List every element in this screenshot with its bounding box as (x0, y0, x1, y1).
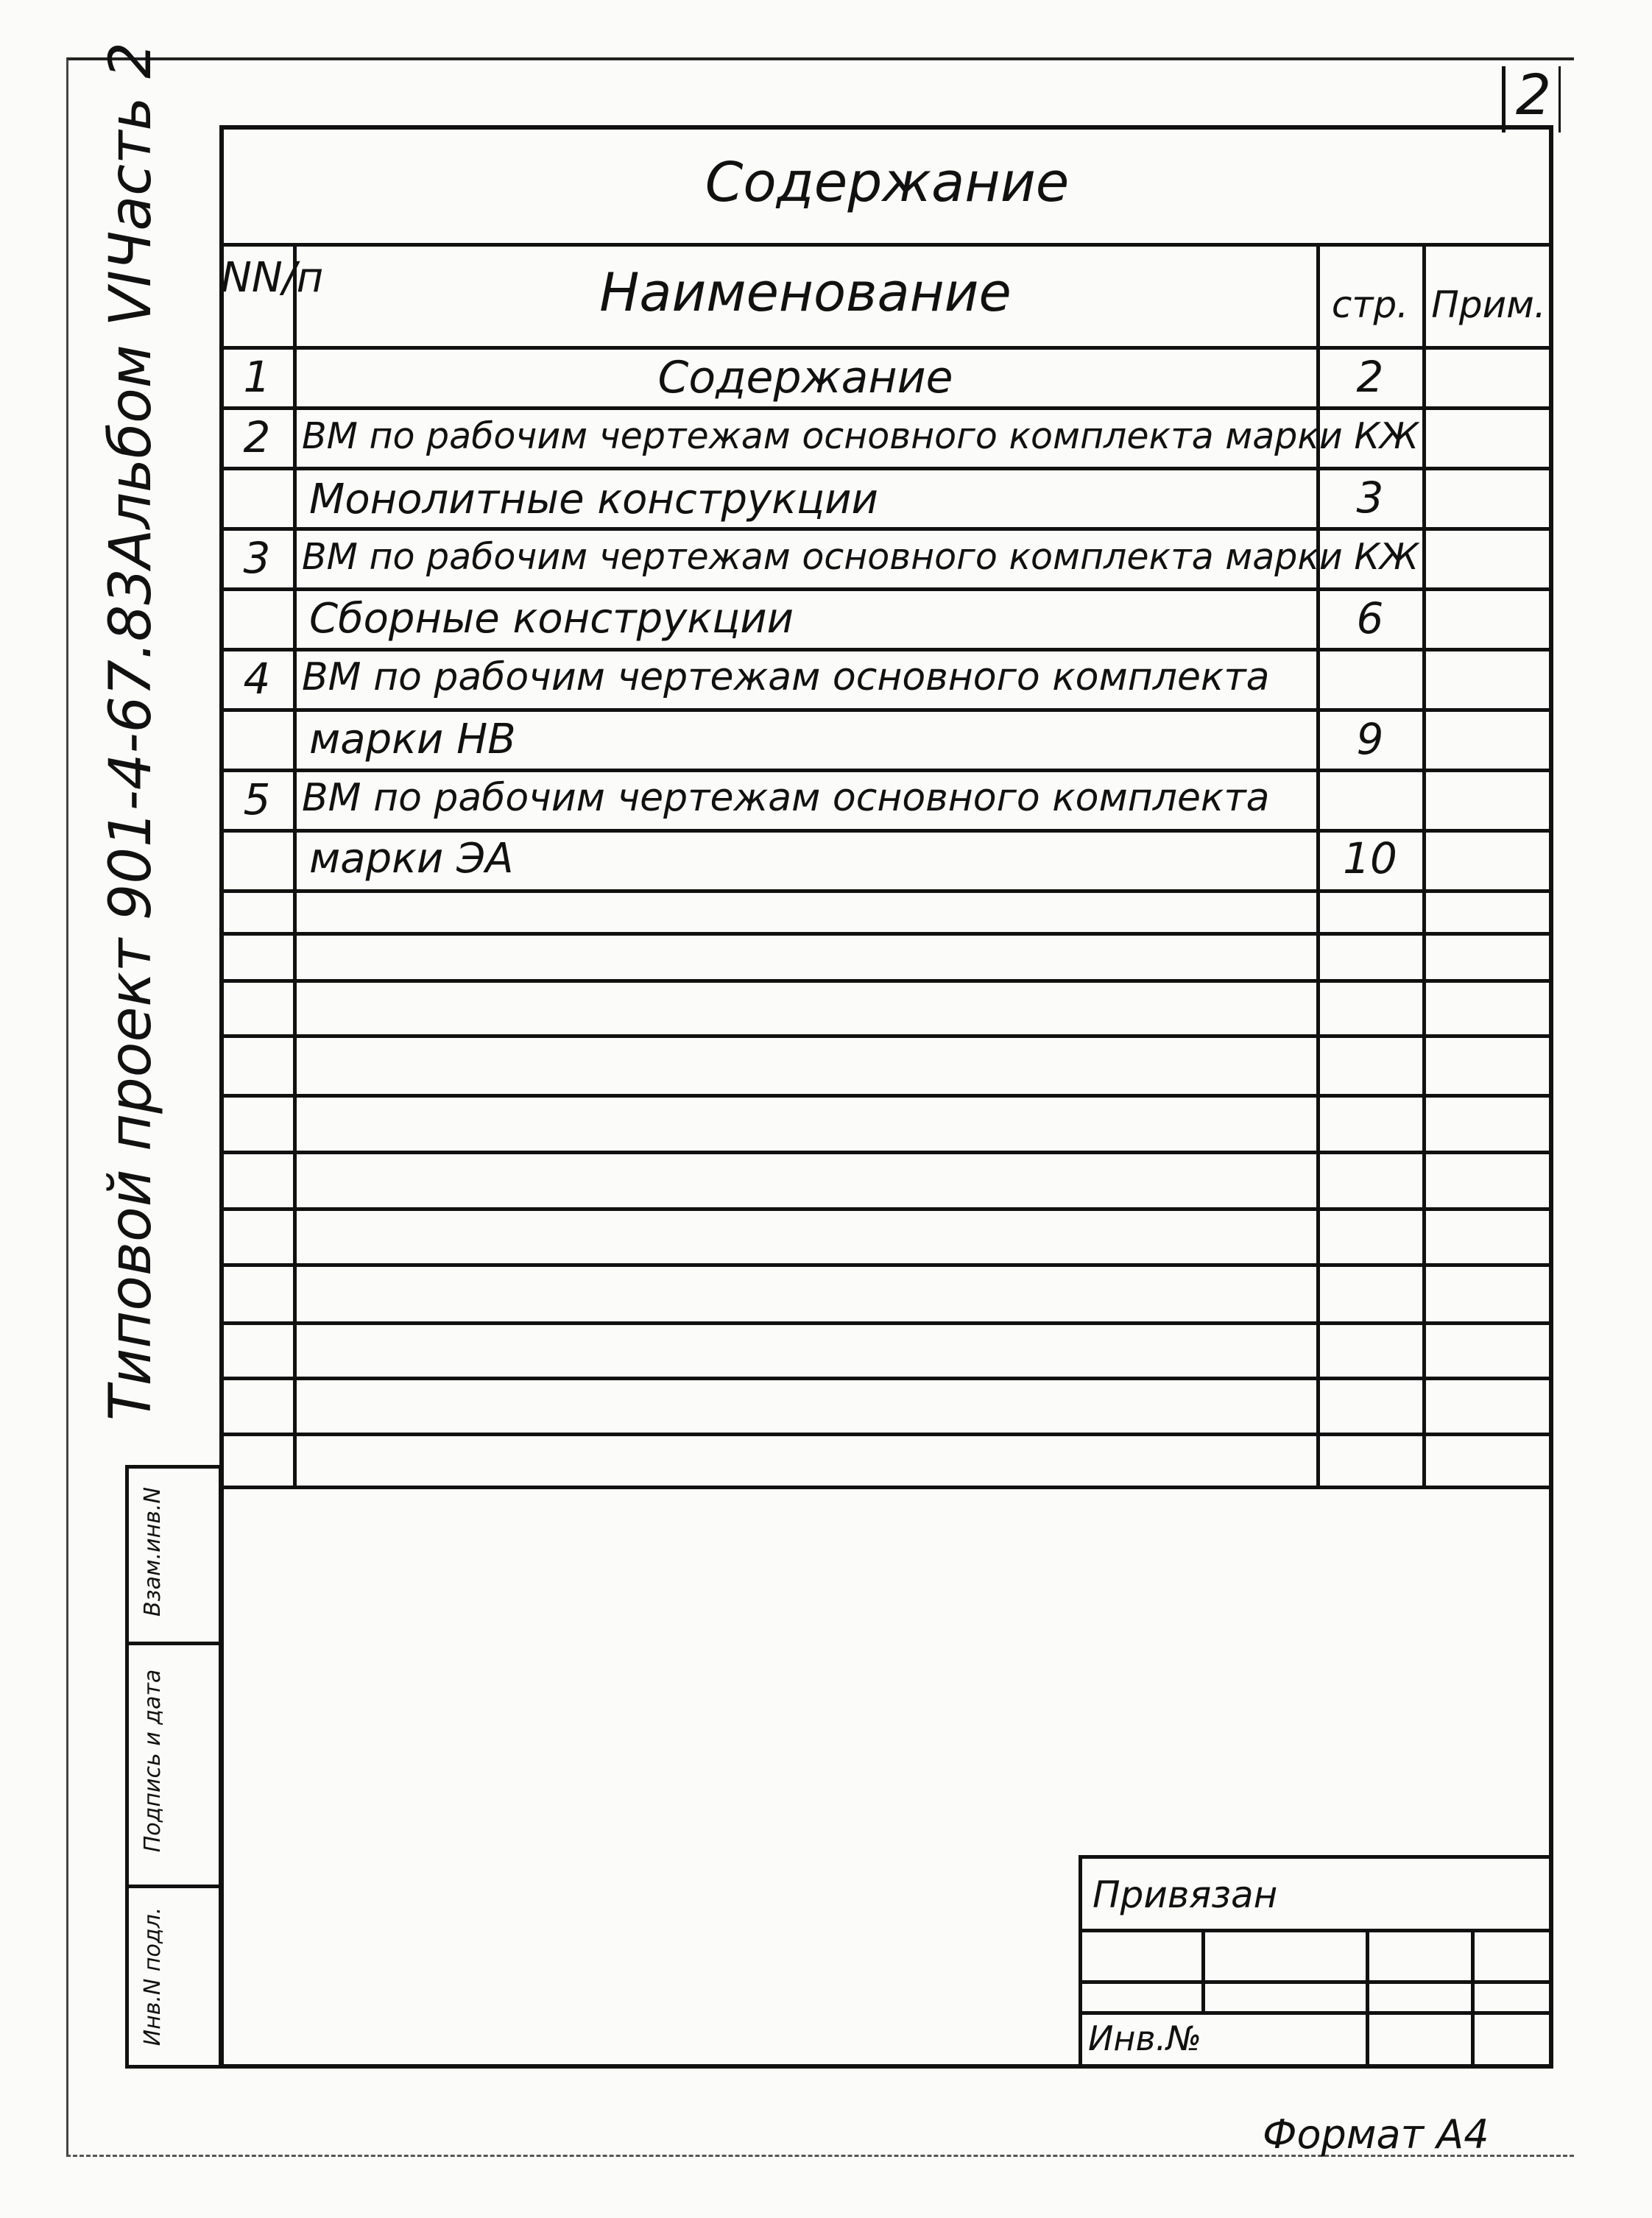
row-line (221, 932, 1553, 936)
row-line (221, 769, 1553, 772)
binding-col-line (1471, 1929, 1475, 2069)
binding-col-line (1201, 1929, 1205, 2013)
row-line (221, 406, 1553, 410)
part-label: Часть 2 (98, 42, 164, 271)
side-title (87, 42, 175, 1421)
stamp-signature-date: Подпись и дата (140, 1669, 166, 1853)
row-line (221, 587, 1553, 591)
sheet-number: 2 (1515, 62, 1552, 127)
row-line (221, 889, 1553, 893)
row-3-page: 6 (1356, 593, 1384, 643)
row-line (221, 1433, 1553, 1436)
row-4-name: ВМ по рабочим чертежам основного комплекта (302, 655, 1270, 699)
binding-row-line (1079, 2011, 1553, 2015)
row-5-cont-name: марки ЭА (309, 835, 514, 883)
row-5-page: 10 (1343, 833, 1397, 883)
table-top-border (221, 243, 1553, 247)
row-2-num: 2 (243, 412, 271, 462)
row-2-cont-name: Монолитные конструкции (309, 476, 878, 523)
col-divider-page (1422, 243, 1426, 1487)
row-line (221, 1207, 1553, 1211)
header-bottom-border (221, 346, 1553, 350)
row-line (221, 1151, 1553, 1154)
row-line (221, 1034, 1553, 1038)
binding-label: Привязан (1092, 1873, 1278, 1916)
format-label: Формат А4 (1263, 2111, 1489, 2158)
document-title: Содержание (705, 151, 1070, 214)
header-page: стр. (1331, 283, 1409, 326)
row-3-name: ВМ по рабочим чертежам основного комплекта марки КЖ (302, 536, 1419, 578)
row-line (221, 1377, 1553, 1380)
row-line (221, 979, 1553, 983)
row-5-name: ВМ по рабочим чертежам основного комплекта (302, 776, 1270, 820)
row-line (221, 467, 1553, 470)
row-line (221, 648, 1553, 651)
stamp-inv-original: Инв.N подл. (140, 1907, 166, 2046)
row-4-num: 4 (243, 654, 271, 704)
header-num: NN/п (221, 254, 324, 302)
row-line (221, 1321, 1553, 1325)
row-4-page: 9 (1356, 714, 1384, 764)
row-line (221, 1094, 1553, 1098)
row-line (221, 708, 1553, 712)
row-5-num: 5 (243, 774, 271, 824)
row-1-name: Содержание (657, 352, 953, 403)
binding-row-line (1079, 1980, 1553, 1984)
row-2-page: 3 (1356, 473, 1384, 523)
row-3-cont-name: Сборные конструкции (309, 595, 794, 643)
row-line (221, 527, 1553, 531)
stamp-replaces-inv: Взам.инв.N (140, 1487, 166, 1617)
row-4-cont-name: марки НВ (309, 716, 516, 763)
header-name: Наименование (599, 261, 1012, 323)
inventory-number-label: Инв.№ (1088, 2019, 1202, 2058)
header-note: Прим. (1431, 283, 1546, 326)
binding-col-line (1366, 1929, 1369, 2069)
row-line (221, 829, 1553, 833)
row-3-num: 3 (243, 533, 271, 583)
album-label: Альбом VI (98, 270, 164, 569)
row-1-page: 2 (1356, 352, 1384, 402)
row-line (221, 1263, 1553, 1267)
binding-row-line (1079, 1929, 1553, 1932)
table-bottom-border (221, 1486, 1553, 1489)
row-1-num: 1 (243, 352, 271, 402)
col-divider-num (293, 243, 297, 1487)
row-2-name: ВМ по рабочим чертежам основного комплекта марки КЖ (302, 415, 1419, 457)
project-designation: Типовой проект 901-4-67.83 (98, 568, 164, 1421)
